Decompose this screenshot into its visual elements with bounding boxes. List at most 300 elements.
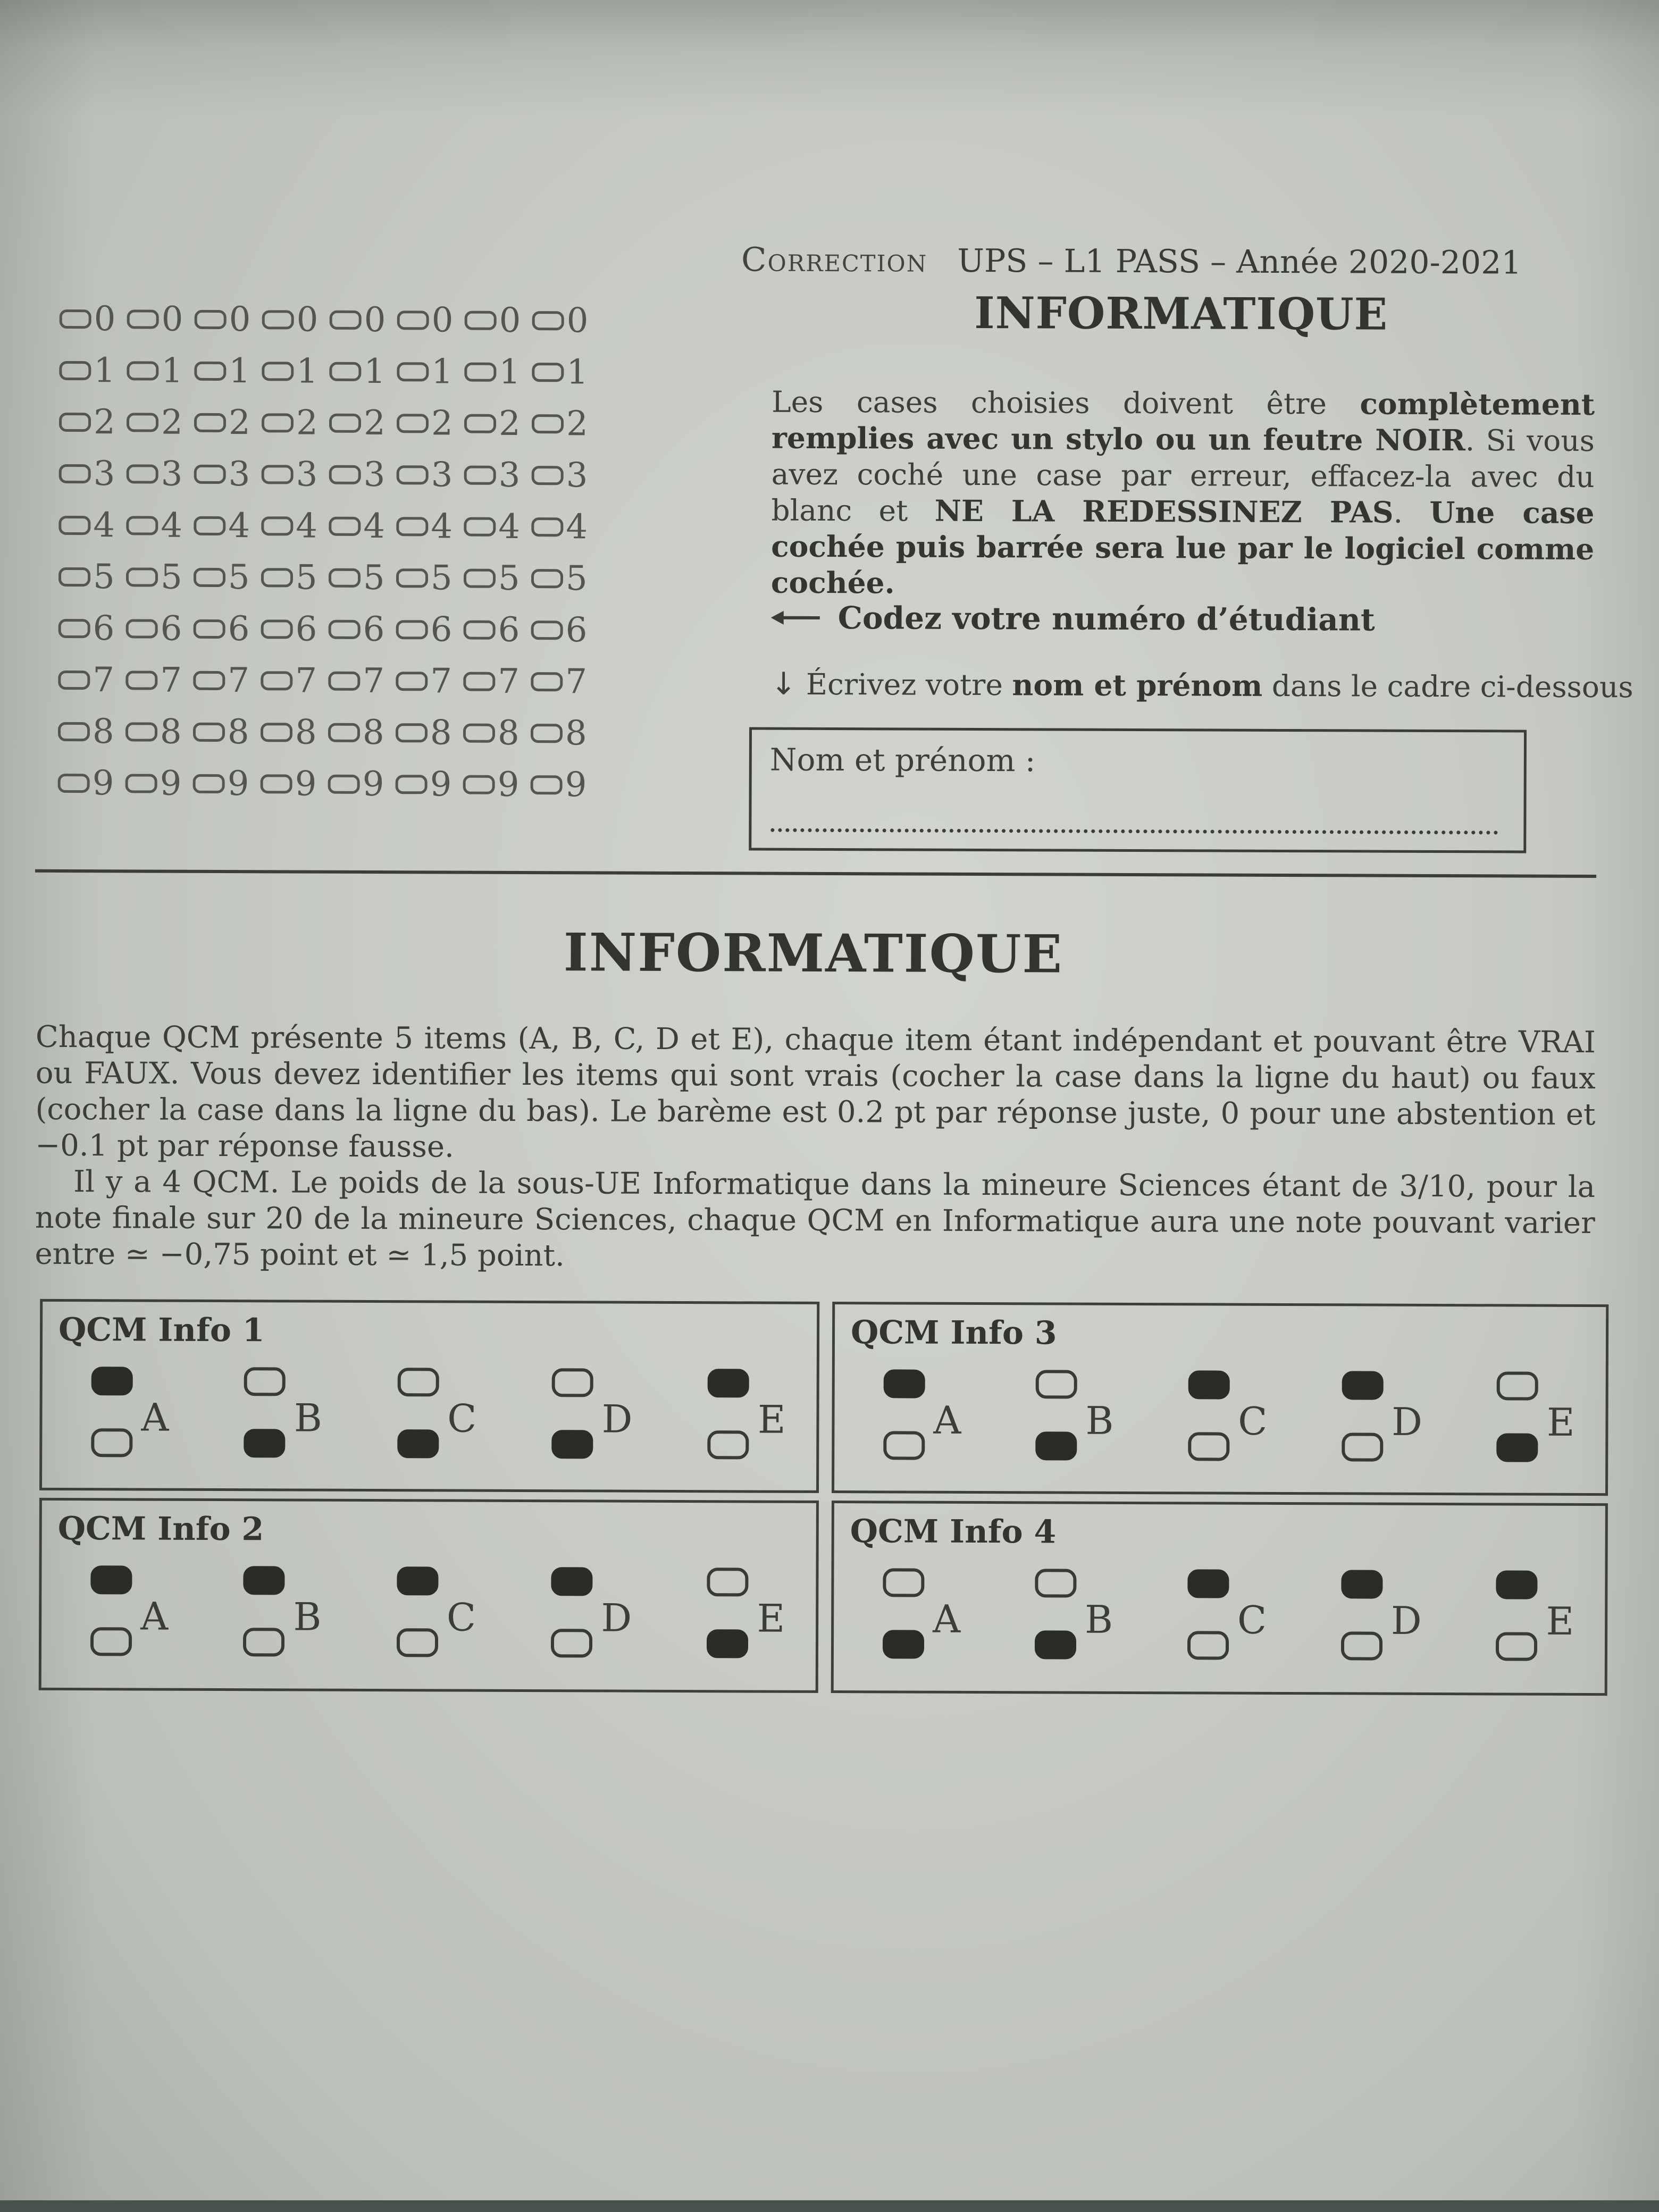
digit-label: 7 bbox=[160, 660, 182, 700]
digit-label: 6 bbox=[498, 610, 520, 650]
digit-cell-0-col7 bbox=[465, 300, 532, 340]
digit-cell-1-col6 bbox=[397, 351, 464, 392]
digit-label: 1 bbox=[296, 351, 319, 391]
name-box bbox=[749, 727, 1527, 853]
qcm3-item-D bbox=[1342, 1371, 1422, 1462]
digit-label: 5 bbox=[430, 558, 453, 598]
digit-cell-4-col8 bbox=[531, 507, 599, 547]
header bbox=[741, 240, 1603, 282]
digit-bubble-empty bbox=[532, 311, 564, 330]
faux-bubble-empty bbox=[90, 1627, 132, 1656]
digit-bubble-empty bbox=[532, 466, 564, 485]
digit-cell-4-col2 bbox=[126, 506, 194, 546]
photo-bottom-edge bbox=[0, 2200, 1659, 2212]
faux-bubble-empty bbox=[1341, 1631, 1382, 1660]
digit-cell-5-col7 bbox=[464, 558, 531, 598]
digit-label: 4 bbox=[228, 506, 250, 546]
digit-cell-6-col3 bbox=[194, 609, 261, 649]
digit-cell-4-col4 bbox=[261, 506, 329, 546]
digit-label: 0 bbox=[296, 299, 319, 340]
digit-bubble-empty bbox=[125, 671, 157, 690]
digit-label: 8 bbox=[160, 712, 182, 752]
faux-bubble-empty bbox=[397, 1628, 438, 1657]
qcm1-item-D bbox=[552, 1368, 633, 1459]
faux-bubble-filled bbox=[397, 1429, 439, 1458]
digit-label: 5 bbox=[295, 557, 317, 598]
digit-bubble-empty bbox=[194, 619, 225, 638]
qcm-box-2 bbox=[39, 1498, 819, 1693]
digit-cell-5-col1 bbox=[58, 557, 126, 597]
faux-bubble-empty bbox=[1496, 1632, 1537, 1661]
digit-bubble-empty bbox=[464, 620, 496, 639]
qcm3-item-C bbox=[1188, 1370, 1268, 1461]
digit-label: 8 bbox=[227, 712, 249, 752]
digit-bubble-empty bbox=[464, 414, 496, 433]
digit-cell-0-col1 bbox=[60, 299, 127, 339]
digit-cell-2-col2 bbox=[127, 403, 194, 442]
digit-bubble-empty bbox=[396, 723, 428, 742]
digit-label: 2 bbox=[296, 403, 318, 443]
digit-label: 0 bbox=[364, 300, 386, 340]
digit-bubble-empty bbox=[396, 568, 428, 588]
vrai-bubble-filled bbox=[91, 1367, 133, 1395]
qcm4-item-A bbox=[883, 1568, 961, 1659]
digit-label: 4 bbox=[363, 506, 386, 546]
write-name-line bbox=[770, 666, 1633, 705]
digit-label: 0 bbox=[566, 300, 589, 340]
digit-label: 8 bbox=[565, 713, 587, 753]
item-letter: E bbox=[1546, 1400, 1575, 1445]
digit-label: 7 bbox=[295, 660, 317, 701]
qcm-box-title: QCM Info 2 bbox=[57, 1510, 264, 1548]
digit-label: 2 bbox=[161, 403, 183, 442]
item-letter: C bbox=[1237, 1597, 1267, 1643]
qcm-items-row bbox=[90, 1565, 785, 1658]
item-letter: D bbox=[601, 1396, 633, 1442]
faux-bubble-empty bbox=[708, 1430, 749, 1459]
long-left-arrow-icon bbox=[771, 602, 820, 633]
faux-bubble-filled bbox=[1035, 1630, 1076, 1659]
digit-label: 7 bbox=[363, 661, 385, 701]
code-label: Codez votre numéro d’étudiant bbox=[837, 600, 1375, 638]
instr-seg-3: . Si vous avez coché une case par erreur, effacez-la avec du blanc et bbox=[771, 423, 1595, 528]
digit-label: 5 bbox=[363, 558, 385, 598]
digit-label: 6 bbox=[565, 610, 588, 650]
digit-cell-6-col5 bbox=[329, 609, 396, 649]
digit-bubble-empty bbox=[125, 722, 157, 741]
digit-bubble-empty bbox=[261, 723, 292, 742]
digit-cell-3-col4 bbox=[262, 454, 329, 495]
digit-bubble-empty bbox=[261, 516, 293, 535]
digit-bubble-empty bbox=[531, 724, 563, 743]
faux-bubble-empty bbox=[1187, 1631, 1229, 1660]
digit-label: 0 bbox=[499, 300, 521, 340]
digit-cell-1-col1 bbox=[59, 350, 127, 390]
digit-cell-9-col7 bbox=[463, 765, 531, 805]
qcm2-item-A bbox=[90, 1565, 169, 1656]
digit-bubble-empty bbox=[328, 774, 360, 793]
digit-label: 5 bbox=[565, 558, 588, 598]
digit-bubble-empty bbox=[58, 618, 90, 638]
digit-bubble-empty bbox=[58, 773, 90, 792]
digit-cell-8-col7 bbox=[463, 713, 531, 753]
item-letter: E bbox=[1546, 1598, 1574, 1644]
digit-bubble-empty bbox=[261, 671, 292, 690]
digit-cell-7-col1 bbox=[58, 660, 125, 700]
bubble-column bbox=[1035, 1569, 1077, 1659]
bubble-column bbox=[91, 1367, 133, 1457]
digit-label: 9 bbox=[295, 764, 317, 804]
digit-bubble-empty bbox=[262, 465, 294, 484]
digit-cell-4-col6 bbox=[396, 506, 464, 547]
digit-label: 9 bbox=[227, 764, 249, 803]
qcm1-item-C bbox=[397, 1368, 477, 1459]
digit-bubble-empty bbox=[397, 362, 429, 381]
digit-cell-5-col5 bbox=[329, 558, 396, 598]
bubble-column bbox=[1035, 1370, 1077, 1460]
instr-seg-6-bold: Une case cochée puis barrée sera lue par le logiciel comme cochée. bbox=[770, 495, 1595, 600]
digit-bubble-empty bbox=[397, 311, 429, 330]
digit-bubble-empty bbox=[194, 567, 225, 586]
digit-cell-0-col2 bbox=[127, 299, 195, 339]
faux-bubble-filled bbox=[883, 1630, 924, 1658]
bubble-column bbox=[90, 1565, 132, 1656]
digit-cell-2-col4 bbox=[262, 403, 329, 443]
item-letter: D bbox=[601, 1595, 632, 1640]
digit-cell-9-col2 bbox=[125, 764, 193, 803]
qcm-box-title: QCM Info 4 bbox=[850, 1513, 1057, 1551]
digit-bubble-empty bbox=[532, 363, 564, 382]
digit-label: 4 bbox=[161, 506, 183, 546]
digit-bubble-empty bbox=[396, 517, 428, 536]
bubble-column bbox=[397, 1566, 439, 1657]
digit-cell-7-col8 bbox=[531, 661, 598, 701]
vrai-bubble-empty bbox=[1035, 1569, 1076, 1597]
bubble-column bbox=[707, 1568, 749, 1658]
digit-cell-1-col5 bbox=[329, 351, 397, 391]
digit-bubble-empty bbox=[532, 414, 564, 433]
digit-label: 3 bbox=[161, 454, 183, 494]
bubble-column bbox=[552, 1368, 594, 1459]
digit-bubble-empty bbox=[464, 465, 496, 484]
digit-label: 9 bbox=[565, 765, 587, 805]
digit-cell-9-col6 bbox=[396, 764, 463, 805]
digit-label: 2 bbox=[498, 404, 521, 443]
digit-bubble-empty bbox=[194, 361, 226, 380]
digit-cell-0-col4 bbox=[262, 299, 330, 340]
digit-bubble-empty bbox=[261, 774, 292, 793]
digit-bubble-empty bbox=[127, 309, 159, 329]
bubble-column bbox=[397, 1368, 439, 1458]
digit-bubble-empty bbox=[193, 774, 225, 793]
item-letter: B bbox=[294, 1395, 322, 1440]
digit-bubble-empty bbox=[463, 723, 495, 742]
item-letter: D bbox=[1392, 1399, 1423, 1444]
digit-cell-1-col4 bbox=[262, 351, 329, 391]
digit-label: 4 bbox=[93, 505, 115, 545]
digit-bubble-empty bbox=[261, 568, 293, 587]
digit-label: 7 bbox=[498, 661, 520, 701]
instr-seg-4-bold: NE LA REDESSINEZ PAS bbox=[934, 493, 1394, 530]
digit-bubble-empty bbox=[463, 775, 495, 794]
digit-cell-6-col2 bbox=[126, 609, 194, 649]
digit-cell-9-col3 bbox=[193, 764, 261, 803]
digit-cell-6-col6 bbox=[396, 609, 464, 650]
bubble-column bbox=[1342, 1371, 1384, 1461]
instr-seg-5: . bbox=[1393, 495, 1430, 530]
item-letter: C bbox=[447, 1396, 477, 1441]
digit-label: 3 bbox=[498, 455, 521, 495]
digit-cell-9-col1 bbox=[58, 763, 125, 803]
vrai-bubble-empty bbox=[244, 1367, 286, 1396]
digit-cell-9-col4 bbox=[261, 764, 328, 804]
digit-cell-1-col7 bbox=[464, 352, 532, 392]
digit-bubble-empty bbox=[193, 671, 225, 690]
digit-bubble-empty bbox=[464, 362, 496, 381]
vrai-bubble-filled bbox=[1188, 1370, 1229, 1399]
main-title: INFORMATIQUE bbox=[563, 922, 1063, 985]
digit-cell-3-col3 bbox=[194, 454, 262, 494]
digit-bubble-empty bbox=[329, 413, 361, 432]
digit-label: 6 bbox=[430, 609, 453, 650]
vrai-bubble-empty bbox=[1036, 1370, 1077, 1398]
digit-cell-8-col8 bbox=[531, 713, 598, 753]
digit-cell-0-col3 bbox=[195, 299, 262, 339]
qcm-items-row bbox=[883, 1568, 1574, 1661]
digit-label: 7 bbox=[565, 661, 588, 701]
digit-label: 0 bbox=[431, 300, 454, 340]
digit-bubble-empty bbox=[329, 465, 361, 484]
qcm4-item-D bbox=[1341, 1570, 1422, 1661]
digit-cell-7-col3 bbox=[193, 660, 261, 700]
vrai-bubble-filled bbox=[1341, 1570, 1382, 1598]
digit-label: 3 bbox=[566, 455, 588, 495]
digit-bubble-empty bbox=[193, 722, 225, 741]
qcm-items-row bbox=[91, 1367, 786, 1460]
digit-cell-4-col1 bbox=[58, 505, 126, 545]
qcm-items-row bbox=[883, 1369, 1575, 1462]
vrai-bubble-empty bbox=[397, 1368, 439, 1396]
digit-label: 5 bbox=[498, 558, 520, 598]
digit-cell-6-col7 bbox=[464, 610, 531, 650]
digit-label: 2 bbox=[363, 403, 386, 443]
digit-label: 8 bbox=[92, 711, 114, 751]
bubble-column bbox=[243, 1566, 285, 1656]
digit-label: 8 bbox=[295, 712, 317, 752]
digit-cell-6-col8 bbox=[531, 610, 599, 650]
digit-cell-5-col2 bbox=[126, 557, 194, 597]
digit-cell-2-col7 bbox=[464, 404, 532, 443]
course-line: UPS – L1 PASS – Année 2020-2021 bbox=[957, 242, 1522, 282]
name-dotted-line bbox=[770, 828, 1498, 835]
digit-cell-2-col5 bbox=[329, 403, 397, 443]
item-letter: E bbox=[757, 1596, 785, 1641]
faux-bubble-filled bbox=[1497, 1433, 1538, 1462]
digit-bubble-empty bbox=[194, 413, 226, 432]
faux-bubble-filled bbox=[707, 1629, 748, 1658]
digit-bubble-empty bbox=[127, 361, 158, 380]
item-letter: A bbox=[933, 1596, 961, 1641]
digit-label: 1 bbox=[431, 351, 454, 392]
digit-bubble-empty bbox=[60, 309, 91, 328]
digit-label: 5 bbox=[160, 557, 182, 597]
digit-cell-7-col2 bbox=[125, 660, 193, 700]
digit-bubble-empty bbox=[328, 723, 360, 742]
digit-label: 2 bbox=[566, 404, 588, 443]
digit-cell-0-col5 bbox=[330, 300, 397, 340]
digit-label: 4 bbox=[566, 507, 588, 547]
fill-instructions bbox=[771, 384, 1595, 604]
bubble-column bbox=[708, 1369, 750, 1459]
digit-cell-4-col3 bbox=[194, 506, 261, 546]
digit-bubble-empty bbox=[194, 516, 225, 535]
digit-cell-1-col3 bbox=[194, 351, 262, 391]
vrai-bubble-empty bbox=[1497, 1371, 1538, 1400]
correction-label: Correction bbox=[741, 240, 928, 280]
digit-bubble-empty bbox=[397, 414, 429, 433]
digit-cell-7-col7 bbox=[463, 661, 531, 701]
digit-label: 7 bbox=[93, 660, 115, 700]
digit-bubble-empty bbox=[262, 413, 294, 432]
student-number-grid bbox=[57, 293, 599, 811]
digit-label: 4 bbox=[431, 506, 453, 547]
digit-label: 8 bbox=[430, 713, 452, 753]
bubble-column bbox=[1188, 1370, 1230, 1461]
digit-bubble-empty bbox=[59, 412, 91, 431]
digit-label: 4 bbox=[296, 506, 318, 546]
faux-bubble-empty bbox=[1188, 1432, 1229, 1461]
write-seg-2-bold: nom et prénom bbox=[1012, 667, 1263, 703]
faux-bubble-empty bbox=[91, 1428, 132, 1457]
digit-cell-3-col5 bbox=[329, 455, 397, 495]
vrai-bubble-filled bbox=[884, 1369, 925, 1398]
digit-cell-4-col5 bbox=[329, 506, 396, 546]
qcm3-item-A bbox=[883, 1369, 961, 1460]
item-letter: A bbox=[141, 1395, 169, 1440]
digit-label: 1 bbox=[566, 352, 589, 392]
instr-seg-2-bold: complètement remplies avec un stylo ou un feutre NOIR bbox=[771, 386, 1595, 458]
qcm-box-3 bbox=[832, 1302, 1608, 1496]
digit-bubble-empty bbox=[195, 309, 227, 329]
faux-bubble-empty bbox=[883, 1431, 925, 1460]
vrai-bubble-filled bbox=[244, 1566, 285, 1595]
item-letter: B bbox=[293, 1594, 322, 1639]
digit-label: 1 bbox=[94, 350, 116, 390]
section-divider bbox=[35, 869, 1596, 878]
qcm2-item-E bbox=[707, 1568, 785, 1658]
instr-seg-1: Les cases choisies doivent être bbox=[772, 384, 1360, 421]
digit-cell-2-col1 bbox=[59, 402, 127, 442]
digit-bubble-empty bbox=[261, 619, 293, 639]
bubble-column bbox=[883, 1369, 925, 1460]
digit-bubble-empty bbox=[262, 362, 294, 381]
digit-cell-3-col1 bbox=[59, 454, 127, 493]
digit-cell-8-col2 bbox=[125, 712, 193, 752]
faux-bubble-empty bbox=[551, 1629, 592, 1657]
qcm-box-4 bbox=[831, 1501, 1608, 1696]
vrai-bubble-filled bbox=[90, 1565, 132, 1594]
qcm-grid bbox=[39, 1299, 1609, 1696]
faux-bubble-filled bbox=[244, 1429, 286, 1457]
item-letter: B bbox=[1084, 1597, 1113, 1642]
qcm3-item-E bbox=[1497, 1371, 1575, 1462]
item-letter: E bbox=[757, 1397, 786, 1442]
digit-bubble-empty bbox=[531, 517, 563, 537]
faux-bubble-empty bbox=[243, 1628, 284, 1656]
digit-cell-3-col7 bbox=[464, 455, 532, 495]
digit-label: 1 bbox=[229, 351, 251, 391]
qcm-box-1 bbox=[39, 1299, 819, 1493]
digit-bubble-empty bbox=[262, 310, 294, 329]
digit-cell-8-col3 bbox=[193, 712, 261, 752]
digit-cell-9-col5 bbox=[328, 764, 396, 804]
digit-bubble-empty bbox=[464, 517, 496, 536]
digit-bubble-empty bbox=[531, 672, 563, 691]
digit-label: 0 bbox=[161, 299, 183, 339]
vrai-bubble-empty bbox=[707, 1568, 749, 1596]
digit-bubble-empty bbox=[58, 515, 90, 534]
bubble-column bbox=[883, 1568, 925, 1658]
digit-bubble-empty bbox=[126, 516, 158, 535]
digit-cell-6-col4 bbox=[261, 609, 329, 649]
digit-cell-4-col7 bbox=[464, 507, 531, 547]
vrai-bubble-filled bbox=[1187, 1569, 1229, 1598]
qcm4-item-C bbox=[1187, 1569, 1267, 1660]
bubble-column bbox=[1187, 1569, 1229, 1660]
digit-cell-8-col1 bbox=[58, 711, 125, 751]
digit-label: 3 bbox=[93, 454, 115, 493]
digit-label: 9 bbox=[92, 763, 114, 803]
digit-label: 0 bbox=[94, 299, 116, 339]
qcm1-item-E bbox=[708, 1369, 786, 1460]
bubble-column bbox=[244, 1367, 286, 1457]
digit-cell-0-col8 bbox=[532, 300, 600, 340]
qcm2-item-D bbox=[551, 1567, 632, 1658]
vrai-bubble-filled bbox=[708, 1369, 749, 1397]
digit-cell-8-col4 bbox=[261, 712, 328, 752]
faux-bubble-filled bbox=[552, 1430, 593, 1459]
faux-bubble-filled bbox=[1035, 1431, 1077, 1460]
digit-label: 8 bbox=[362, 713, 384, 752]
digit-cell-7-col5 bbox=[328, 661, 396, 701]
digit-bubble-empty bbox=[531, 621, 563, 640]
digit-label: 2 bbox=[431, 403, 453, 443]
digit-cell-6-col1 bbox=[58, 608, 126, 648]
item-letter: C bbox=[446, 1595, 476, 1640]
digit-label: 8 bbox=[497, 713, 520, 753]
digit-bubble-empty bbox=[126, 567, 158, 586]
digit-bubble-empty bbox=[328, 671, 360, 690]
digit-label: 9 bbox=[497, 765, 520, 805]
item-letter: B bbox=[1085, 1398, 1114, 1443]
digit-label: 6 bbox=[160, 609, 182, 649]
digit-bubble-empty bbox=[58, 670, 90, 689]
vrai-bubble-empty bbox=[552, 1368, 593, 1397]
write-seg-3: dans le cadre ci-dessous bbox=[1262, 668, 1633, 705]
digit-label: 9 bbox=[362, 764, 384, 804]
digit-bubble-empty bbox=[126, 619, 158, 638]
digit-bubble-empty bbox=[397, 465, 429, 484]
item-letter: A bbox=[933, 1397, 961, 1443]
bubble-column bbox=[551, 1567, 593, 1657]
digit-cell-0-col6 bbox=[397, 300, 465, 340]
digit-bubble-empty bbox=[58, 722, 90, 741]
digit-label: 5 bbox=[228, 557, 250, 597]
digit-cell-5-col3 bbox=[194, 557, 261, 597]
digit-label: 5 bbox=[93, 557, 115, 597]
digit-bubble-empty bbox=[329, 516, 361, 535]
digit-label: 4 bbox=[498, 507, 521, 547]
